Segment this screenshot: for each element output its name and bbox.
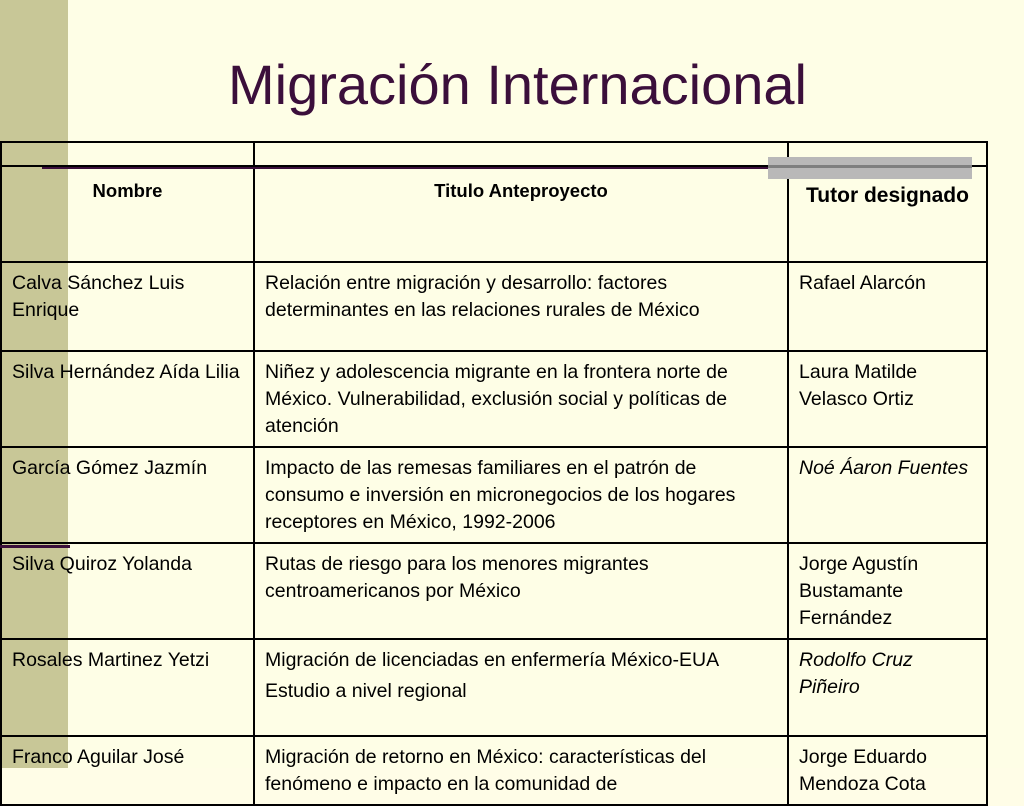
cell-titulo-extra: Estudio a nivel regional [265, 680, 467, 702]
cell-nombre: Calva Sánchez Luis Enrique [1, 262, 254, 351]
cell-titulo-text: Rutas de riesgo para los menores migrantes centroamericanos por México [265, 553, 649, 602]
cell-nombre: García Gómez Jazmín [1, 447, 254, 543]
table-row [1, 736, 987, 805]
header-nombre: Nombre [1, 166, 254, 262]
cell-tutor: Rodolfo Cruz Piñeiro [788, 639, 987, 736]
table-row [1, 351, 987, 447]
slide-title: Migración Internacional [228, 53, 807, 116]
cell-titulo [254, 447, 788, 543]
table-header-row [1, 166, 987, 262]
cell-tutor: Jorge Agustín Bustamante Fernández [788, 543, 987, 639]
cell-titulo [254, 639, 788, 736]
thesis-table [0, 141, 988, 806]
spacer-cell [1, 142, 254, 166]
cell-titulo-text: Relación entre migración y desarrollo: factores determinantes en las relaciones rurales de México [265, 272, 700, 321]
table-body [1, 142, 987, 805]
cell-titulo-text: Niñez y adolescencia migrante en la frontera norte de México. Vulnerabilidad, exclusión social y políticas de atención [265, 361, 728, 437]
cell-titulo [254, 262, 788, 351]
table-row [1, 262, 987, 351]
spacer-cell [254, 142, 788, 166]
cell-titulo-text: Impacto de las remesas familiares en el patrón de consumo e inversión en micronegocios de los hogares receptores en México, 1992-2006 [265, 457, 736, 533]
cell-nombre: Silva Quiroz Yolanda [1, 543, 254, 639]
cell-tutor: Jorge Eduardo Mendoza Cota [788, 736, 987, 805]
cell-titulo [254, 543, 788, 639]
cell-titulo-text: Migración de licenciadas en enfermería México-EUA [265, 649, 720, 671]
table-row [1, 543, 987, 639]
decorative-gray-bar [768, 157, 972, 179]
header-tutor: Tutor designado [788, 166, 987, 262]
cell-titulo [254, 736, 788, 805]
cell-tutor: Rafael Alarcón [788, 262, 987, 351]
cell-nombre: Franco Aguilar José [1, 736, 254, 805]
cell-nombre: Silva Hernández Aída Lilia [1, 351, 254, 447]
decorative-line [42, 167, 790, 169]
cell-tutor: Laura Matilde Velasco Ortiz [788, 351, 987, 447]
decorative-short-line [0, 545, 70, 548]
cell-titulo-text: Migración de retorno en México: características del fenómeno e impacto en la comunidad de [265, 746, 707, 795]
cell-titulo [254, 351, 788, 447]
header-titulo: Titulo Anteproyecto [254, 166, 788, 262]
table-row [1, 447, 987, 543]
cell-nombre: Rosales Martinez Yetzi [1, 639, 254, 736]
table-row [1, 639, 987, 736]
cell-tutor: Noé Áaron Fuentes [788, 447, 987, 543]
